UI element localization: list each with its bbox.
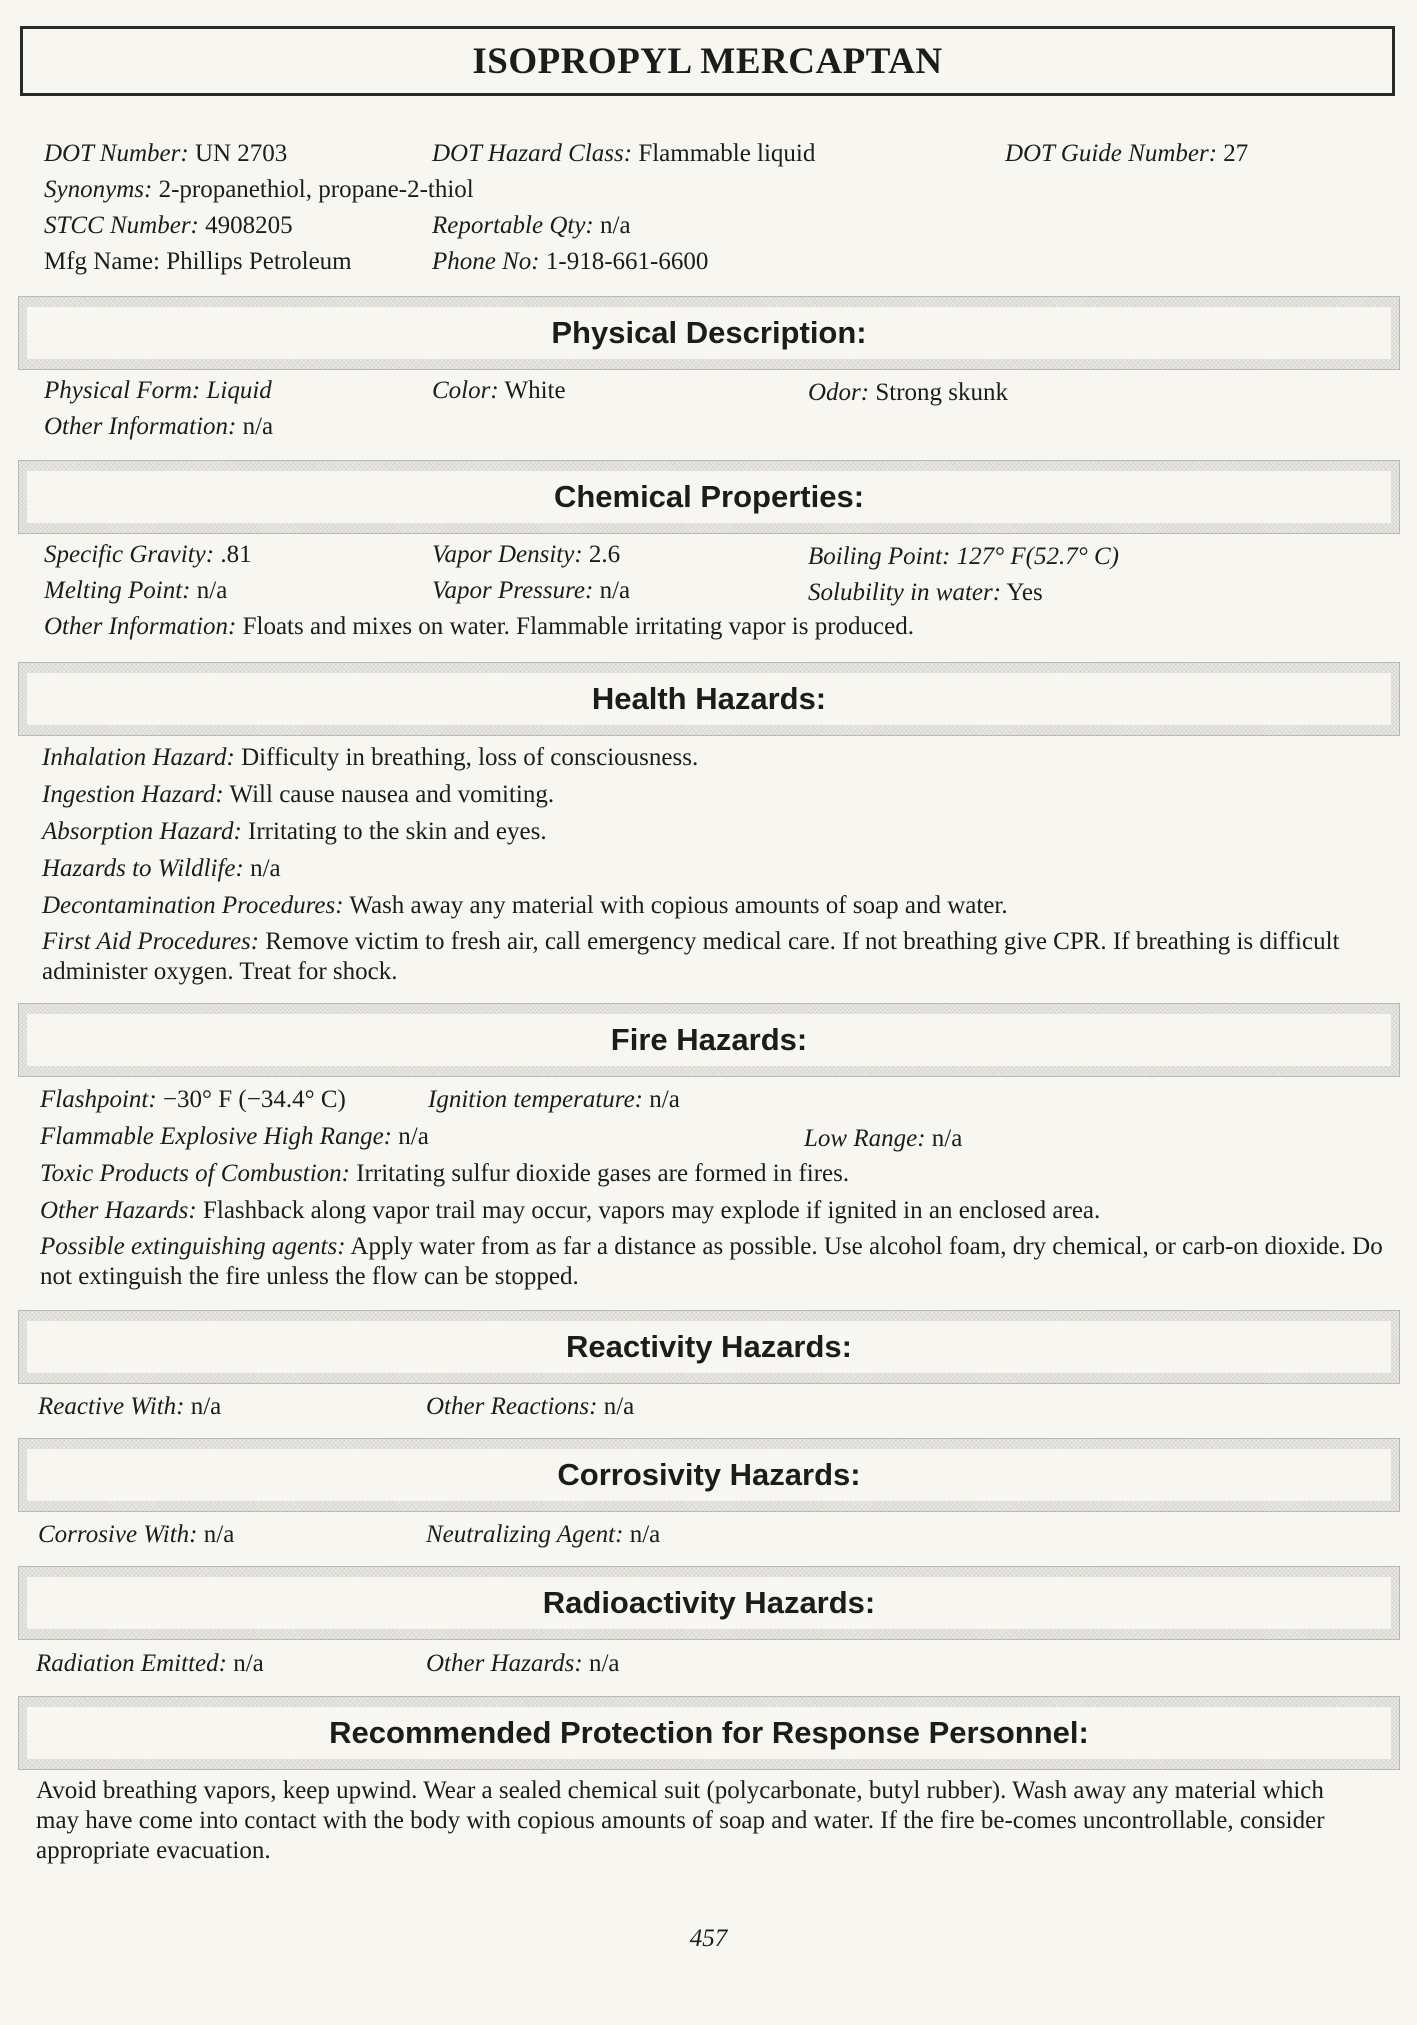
- neutralizing-agent: Neutralizing Agent: n/a: [426, 1521, 661, 1548]
- other-radioactivity-hazards: Other Hazards: n/a: [426, 1650, 620, 1677]
- reportable-qty: Reportable Qty: n/a: [432, 212, 631, 239]
- title-box: [20, 26, 1395, 96]
- chemical-properties-heading: Chemical Properties:: [553, 479, 865, 514]
- stcc-number: STCC Number: 4908205: [44, 212, 293, 239]
- synonyms: Synonyms: 2-propanethiol, propane-2-thiol: [44, 176, 474, 203]
- mfg-name: Mfg Name: Phillips Petroleum: [44, 248, 352, 275]
- protection-text: Avoid breathing vapors, keep upwind. Wear a sealed chemical suit (polycarbonate, butyl rubber). Wash away any material which may have come into contact with the body with copious amounts of soap and water. If the fire be-comes uncontrollable, consider appropriate evacuation.: [36, 1777, 1325, 1864]
- health-hazards-heading: Health Hazards:: [591, 681, 827, 716]
- dot-hazard-class: DOT Hazard Class: Flammable liquid: [432, 140, 816, 167]
- radioactivity-hazards-bar: [18, 1566, 1400, 1640]
- absorption-hazard: Absorption Hazard: Irritating to the skin and eyes.: [42, 818, 547, 845]
- vapor-pressure: Vapor Pressure: n/a: [432, 577, 631, 604]
- melting-point: Melting Point: n/a: [44, 577, 228, 604]
- odor: Odor: Strong skunk: [808, 379, 1009, 406]
- other-fire-hazards: Other Hazards: Flashback along vapor trail may occur, vapors may explode if ignited in an enclosed area.: [40, 1197, 1101, 1224]
- low-range: Low Range: n/a: [804, 1125, 963, 1152]
- vapor-density: Vapor Density: 2.6: [432, 541, 621, 568]
- corrosivity-hazards-heading: Corrosivity Hazards:: [557, 1457, 861, 1492]
- color: Color: White: [432, 377, 566, 404]
- dot-number: DOT Number: UN 2703: [44, 140, 288, 167]
- inhalation-hazard: Inhalation Hazard: Difficulty in breathing, loss of consciousness.: [42, 744, 699, 771]
- solubility-in-water: Solubility in water: Yes: [808, 579, 1043, 606]
- radioactivity-hazards-heading: Radioactivity Hazards:: [542, 1585, 876, 1620]
- reactivity-hazards-bar: [18, 1310, 1400, 1384]
- dot-guide-number: DOT Guide Number: 27: [1005, 140, 1249, 167]
- decontamination-procedures: Decontamination Procedures: Wash away any material with copious amounts of soap and water.: [42, 892, 1008, 919]
- page-number: 457: [689, 1925, 728, 1952]
- page-title: ISOPROPYL MERCAPTAN: [472, 40, 943, 82]
- corrosivity-hazards-bar: [18, 1438, 1400, 1512]
- physical-description-bar: [18, 296, 1400, 370]
- boiling-point: Boiling Point: 127° F(52.7° C): [808, 543, 1119, 570]
- chemical-properties-bar: [18, 460, 1400, 534]
- toxic-products-of-combustion: Toxic Products of Combustion: Irritating sulfur dioxide gases are formed in fires.: [40, 1160, 850, 1187]
- extinguishing-agents: Possible extinguishing agents: Apply water from as far a distance as possible. Use alcohol foam, dry chemical, or carb-on dioxide. Do not extinguish the fire unless the flow can be stopped.: [40, 1233, 1383, 1290]
- ignition-temperature: Ignition temperature: n/a: [428, 1086, 680, 1113]
- reactive-with: Reactive With: n/a: [38, 1393, 222, 1420]
- health-hazards-bar: [18, 662, 1400, 736]
- fire-hazards-heading: Fire Hazards:: [610, 1022, 808, 1057]
- reactivity-hazards-heading: Reactivity Hazards:: [565, 1329, 852, 1364]
- flashpoint: Flashpoint: −30° F (−34.4° C): [40, 1086, 346, 1113]
- protection-bar: [18, 1696, 1400, 1770]
- other-reactions: Other Reactions: n/a: [426, 1393, 635, 1420]
- first-aid-procedures: First Aid Procedures: Remove victim to fresh air, call emergency medical care. If not breathing give CPR. If breathing is difficult administer oxygen. Treat for shock.: [42, 928, 1340, 985]
- flammable-high-range: Flammable Explosive High Range: n/a: [40, 1123, 429, 1150]
- physical-other-information: Other Information: n/a: [44, 413, 274, 440]
- fire-hazards-bar: [18, 1003, 1400, 1077]
- specific-gravity: Specific Gravity: .81: [44, 541, 252, 568]
- radiation-emitted: Radiation Emitted: n/a: [36, 1650, 264, 1677]
- physical-description-heading: Physical Description:: [551, 315, 867, 350]
- corrosive-with: Corrosive With: n/a: [38, 1521, 235, 1548]
- ingestion-hazard: Ingestion Hazard: Will cause nausea and vomiting.: [42, 781, 555, 808]
- chemical-other-information: Other Information: Floats and mixes on water. Flammable irritating vapor is produced.: [44, 613, 914, 640]
- phone-number: Phone No: 1-918-661-6600: [432, 248, 709, 275]
- physical-form: Physical Form: Liquid: [44, 377, 272, 404]
- protection-heading: Recommended Protection for Response Personnel:: [329, 1715, 1089, 1750]
- hazards-to-wildlife: Hazards to Wildlife: n/a: [42, 855, 281, 882]
